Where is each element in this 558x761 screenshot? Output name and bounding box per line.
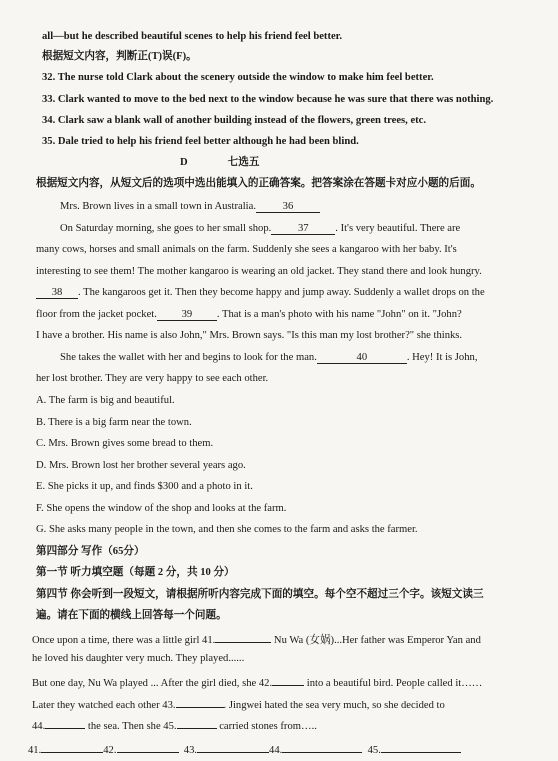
option-e: E. She picks it up, and finds $300 and a photo in it. (36, 481, 253, 492)
section-d-heading (180, 156, 558, 170)
tf-item-32: 32. The nurse told Clark about the scenery outside the window to make him feel better. (42, 72, 434, 83)
blank-39[interactable]: 39 (157, 308, 217, 321)
blank-36[interactable]: 36 (256, 200, 320, 213)
blank-41[interactable] (215, 630, 271, 643)
passage-line-3: many cows, horses and small animals on the farm. Suddenly she sees a kangaroo with her baby. It's (36, 244, 457, 255)
blank-38[interactable]: 38 (36, 286, 78, 299)
answer-blank-45[interactable] (381, 740, 461, 753)
tf-item-35: 35. Dale tried to help his friend feel better although he had been blind. (42, 136, 359, 147)
option-b: B. There is a big farm near the town. (36, 417, 192, 428)
section-d-letter: D (180, 157, 188, 168)
tf-item-33: 33. Clark wanted to move to the bed next to the window because he was sure that there was nothing. (42, 94, 494, 105)
blank-43[interactable] (176, 695, 224, 708)
story-line-3: But one day, Nu Wa played ... After the girl died, she 42. into a beautiful bird. People called it…… (32, 673, 558, 691)
tf-item-34: 34. Clark saw a blank wall of another building instead of the flowers, green trees, etc. (42, 115, 427, 126)
tf-instruction: 根据短文内容，判断正(T)误(F)。 (42, 51, 197, 62)
passage-line-1: Mrs. Brown lives in a small town in Australia. 36 (60, 200, 558, 214)
story-line-5: 44. the sea. Then she 45. carried stones from….. (32, 716, 558, 734)
section-d-title: 七选五 (227, 157, 260, 168)
part4-sub1: 第一节 听力填空题（每题 2 分，共 10 分） (36, 567, 235, 578)
option-f: F. She opens the window of the shop and looks at the farm. (36, 503, 287, 514)
part4-sub2-line1: 第四节 你会听到一段短文，请根据所听内容完成下面的填空。每个空不超过三个字。该短文读三 (36, 589, 484, 600)
story-line-4: Later they watched each other 43. . Jingwei hated the sea very much, so she decided to (32, 695, 558, 713)
option-c: C. Mrs. Brown gives some bread to them. (36, 438, 214, 449)
blank-40[interactable]: 40 (317, 351, 407, 364)
blank-44[interactable] (45, 716, 85, 729)
passage-line-8: She takes the wallet with her and begins to look for the man. 40 . Hey! It is John, (60, 352, 478, 363)
answer-blank-44[interactable] (282, 740, 362, 753)
passage-line-7: I have a brother. His name is also John," Mrs. Brown says. "Is this man my lost brother?" she thinks. (36, 330, 463, 341)
passage-line-5: 38 . The kangaroos get it. Then they become happy and jump away. Suddenly a wallet drops on the (36, 286, 558, 300)
part4-sub2-line2: 遍。请在下面的横线上回答每一个问题。 (36, 610, 227, 621)
answer-line: 41. 42. 43. 44. 45. (28, 740, 558, 758)
passage-line-4: interesting to see them! The mother kangaroo is wearing an old jacket. They stand there and look hungry. (36, 266, 482, 277)
passage-tail-line: all—but he described beautiful scenes to help his friend feel better. (42, 31, 343, 42)
section-d-instruction: 根据短文内容，从短文后的选项中选出能填入的正确答案。把答案涂在答题卡对应小题的后面。 (36, 178, 481, 189)
passage-line-2: On Saturday morning, she goes to her small shop. 37 . It's very beautiful. There are (60, 223, 461, 234)
part4-heading: 第四部分 写作（65分） (36, 546, 145, 557)
answer-blank-43[interactable] (197, 740, 269, 753)
passage-line-9: her lost brother. They are very happy to see each other. (36, 373, 269, 384)
option-g: G. She asks many people in the town, and then she comes to the farm and asks the farmer. (36, 524, 418, 535)
blank-42[interactable] (272, 673, 304, 686)
blank-45[interactable] (177, 716, 217, 729)
story-line-2: he loved his daughter very much. They played...... (32, 653, 245, 664)
answer-blank-41[interactable] (41, 740, 103, 753)
option-a: A. The farm is big and beautiful. (36, 395, 175, 406)
option-d: D. Mrs. Brown lost her brother several years ago. (36, 460, 246, 471)
passage-line-6: floor from the jacket pocket. 39 . That is a man's photo with his name "John" on it. "John? (36, 309, 462, 320)
answer-blank-42[interactable] (117, 740, 179, 753)
blank-37[interactable]: 37 (271, 222, 335, 235)
story-line-1: Once upon a time, there was a little girl 41. Nu Wa (女娲)...Her father was Emperor Yan and (32, 630, 558, 648)
